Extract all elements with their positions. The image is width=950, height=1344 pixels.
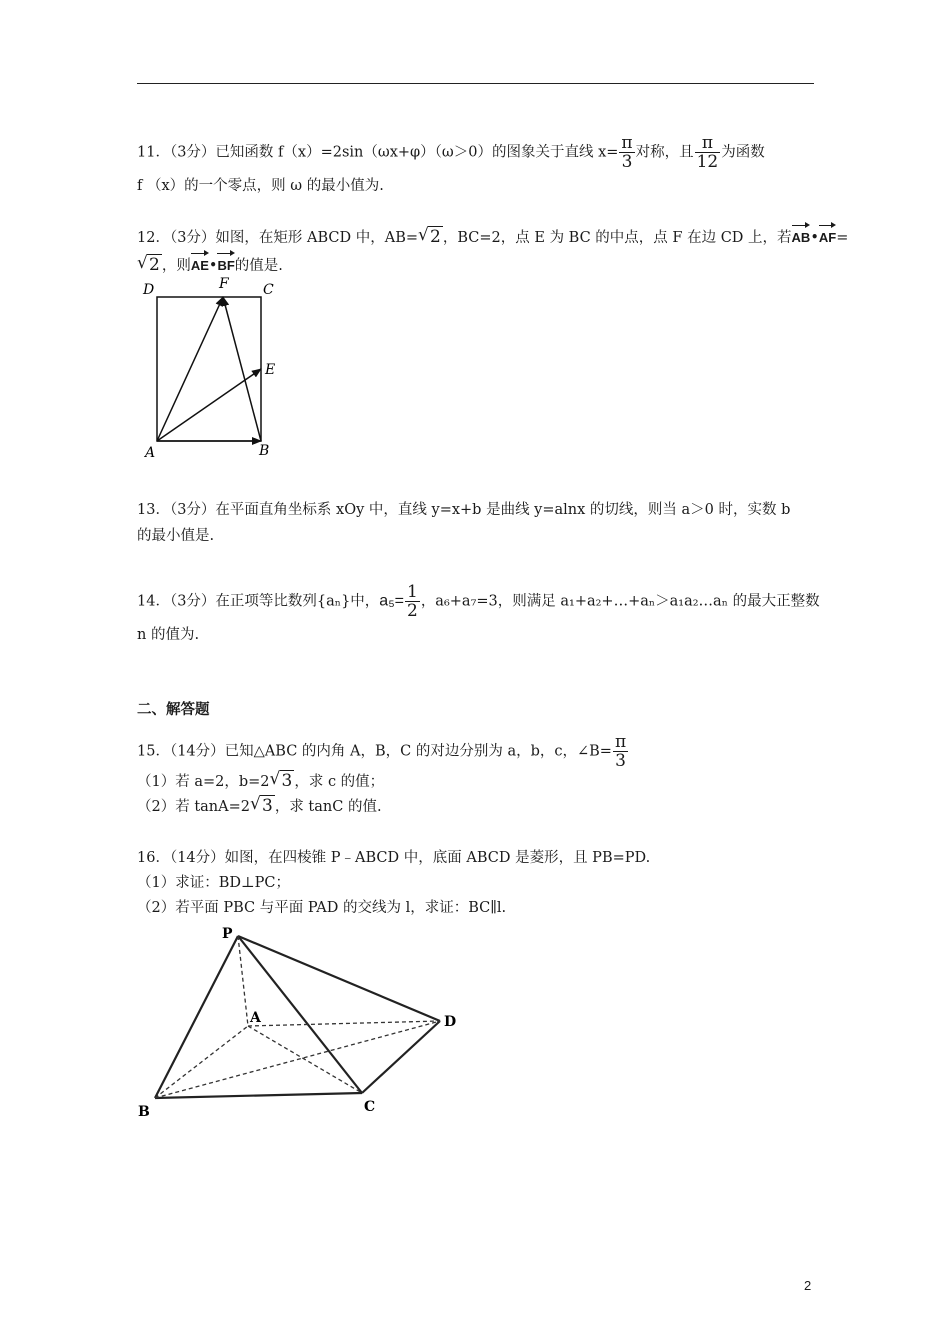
- q15-line1: 15．（14分）已知△ABC 的内角 A，B，C 的对边分别为 a，b，c，∠B= $\frac{\pi}{3}$: [137, 732, 627, 771]
- label-e: E: [265, 362, 276, 378]
- edge-ad: [248, 1021, 440, 1026]
- section-title: 二、解答题: [137, 702, 210, 718]
- label-d: D: [444, 1014, 457, 1030]
- label-b: B: [259, 443, 270, 459]
- q11-line2: f （x）的一个零点，则 ω 的最小值为.: [137, 178, 384, 194]
- fraction-pi-12: $\frac{\pi}{12}$: [696, 133, 719, 172]
- edge-ab: [155, 1026, 248, 1098]
- q11-text: 11．（3分）已知函数 f（x）=2sin（ωx+φ）（ω＞0）的图象关于直线 x=: [137, 144, 619, 161]
- vector-af: AF: [819, 224, 836, 248]
- label-c: C: [364, 1099, 376, 1115]
- fraction-pi-3: $\frac{\pi}{3}$: [614, 732, 627, 771]
- vector-bf: BF: [217, 252, 234, 276]
- label-p: P: [222, 926, 233, 942]
- q13-line2: 的最小值是.: [137, 528, 215, 544]
- q16-sub1: （1）求证：BD⊥PC；: [137, 875, 290, 891]
- q14-line1: 14．（3分）在正项等比数列{aₙ}中，a₅= $\frac{1}{2}$ ，a₆+a₇=3，则满足 a₁+a₂+…+aₙ＞a₁a₂…aₙ 的最大正整数: [137, 582, 820, 621]
- q16-sub2: （2）若平面 PBC 与平面 PAD 的交线为 l，求证：BC∥l.: [137, 900, 507, 916]
- edge-pd: [238, 936, 440, 1021]
- sqrt-3: √ 3: [269, 769, 293, 791]
- q15-sub2: （2）若 tanA=2 √ 3 ，求 tanC 的值.: [137, 794, 382, 816]
- label-d: D: [143, 282, 155, 298]
- rectangle-figure: [135, 272, 285, 464]
- label-a: A: [145, 445, 156, 461]
- label-f: F: [219, 276, 229, 292]
- sqrt-2: √ 2: [137, 253, 160, 275]
- edge-bc: [155, 1093, 362, 1098]
- pyramid-figure: [130, 918, 475, 1123]
- a5-term: a₅=: [379, 592, 404, 610]
- page-number: 2: [804, 1278, 812, 1293]
- q12-line2: √ 2 ，则AE•BF的值是.: [137, 253, 283, 275]
- q14-line2: n 的值为.: [137, 627, 200, 643]
- edge-pb: [155, 936, 238, 1098]
- q11-line1: 11．（3分）已知函数 f（x）=2sin（ωx+φ）（ω＞0）的图象关于直线 x= $\frac{\pi}{3}$ 对称，且 $\frac{\pi}{12}$ 为函数: [137, 133, 765, 172]
- sqrt-2: √ 2: [418, 225, 441, 247]
- q13-line1: 13．（3分）在平面直角坐标系 xOy 中，直线 y=x+b 是曲线 y=alnx 的切线，则当 a＞0 时，实数 b: [137, 502, 791, 518]
- label-c: C: [263, 282, 274, 298]
- q16-line1: 16．（14分）如图，在四棱锥 P﹣ABCD 中，底面 ABCD 是菱形，且 PB=PD.: [137, 850, 651, 866]
- vector-ae: AE: [191, 252, 209, 276]
- header-rule: [137, 83, 814, 84]
- q15-sub1: （1）若 a=2，b=2 √ 3 ，求 c 的值；: [137, 769, 385, 791]
- edge-pa: [238, 936, 248, 1026]
- vector-ab: AB: [792, 224, 811, 248]
- diagonal-ac: [248, 1026, 362, 1093]
- label-b: B: [138, 1104, 150, 1120]
- rectangle-abcd: [157, 297, 261, 441]
- sqrt-3: √ 3: [250, 794, 273, 816]
- label-a: A: [250, 1010, 261, 1026]
- fraction-1-2: $\frac{1}{2}$: [406, 582, 418, 621]
- vector-bf-line: [223, 297, 261, 441]
- vector-af-line: [157, 297, 223, 441]
- q12-line1: 12．（3分）如图，在矩形 ABCD 中，AB= √ 2 ，BC=2，点 E 为 BC 的中点，点 F 在边 CD 上，若AB•AF=: [137, 225, 849, 247]
- fraction-pi-3: $\frac{\pi}{3}$: [621, 133, 633, 172]
